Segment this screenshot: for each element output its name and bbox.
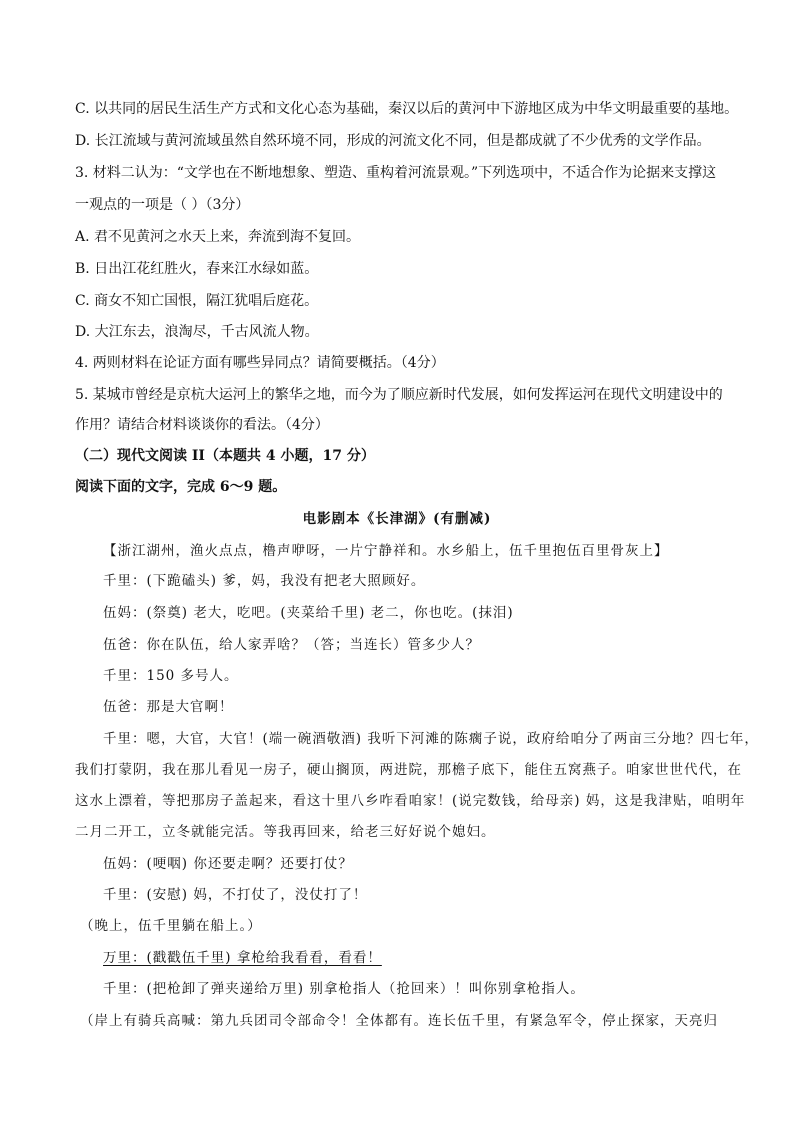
question-5-line-2: 作用？请结合材料谈谈你的看法。（4分） xyxy=(75,417,329,433)
dialogue-line: 千里：嗯，大官，大官！(端一碗酒敬酒) 我听下河滩的陈瘸子说，政府给咱分了两亩三分地？四七年， xyxy=(103,731,759,747)
question-3-line-1: 3. 材料二认为：“文学也在不断地想象、塑造、重构着河流景观。”下列选项中，不适合作为论据来支撑这 xyxy=(75,165,717,181)
q3-option-b: B. 日出江花红胜火，春来江水绿如蓝。 xyxy=(75,261,319,277)
q3-option-a: A. 君不见黄河之水天上来，奔流到海不复回。 xyxy=(75,229,361,245)
stage-direction: （晚上，伍千里躺在船上。） xyxy=(80,918,262,934)
dialogue-continuation: 我们打蒙阴，我在那儿看见一房子，硬山搁顶，两进院，那檐子底下，能住五窝燕子。咱家世世代代，在 xyxy=(75,762,742,778)
question-3-line-2: 一观点的一项是（ ）（3分） xyxy=(75,197,250,213)
dialogue-line: 伍爸：你在队伍，给人家弄啥？（答；当连长）管多少人？ xyxy=(103,637,480,653)
q3-option-c: C. 商女不知亡国恨，隔江犹唱后庭花。 xyxy=(75,293,319,309)
dialogue-line: 千里：(下跪磕头) 爹，妈，我没有把老大照顾好。 xyxy=(103,573,426,589)
reading-instruction: 阅读下面的文字，完成 6～9 题。 xyxy=(75,479,287,495)
option-c-line: C. 以共同的居民生活生产方式和文化心态为基础，秦汉以后的黄河中下游地区成为中华文明最重要的基地。 xyxy=(75,101,739,117)
dialogue-line: 千里：(安慰) 妈，不打仗了，没仗打了！ xyxy=(103,887,368,903)
section-heading: （二）现代文阅读 II（本题共 4 小题，17 分） xyxy=(75,448,375,464)
stage-direction: （岸上有骑兵高喊：第九兵团司令部命令！全体都有。连长伍千里，有紧急军令，停止探家，天亮归 xyxy=(80,1013,718,1029)
dialogue-line: 伍爸：那是大官啊！ xyxy=(103,699,234,715)
dialogue-line: 伍妈：(祭奠) 老大，吃吧。(夹菜给千里) 老二，你也吃。(抹泪) xyxy=(103,605,514,621)
question-5-line-1: 5. 某城市曾经是京杭大运河上的繁华之地，而今为了顺应新时代发展，如何发挥运河在现代文明建设中的 xyxy=(75,387,723,403)
dialogue-continuation: 二月二开工，立冬就能完活。等我再回来，给老三好好说个媳妇。 xyxy=(75,824,496,840)
stage-direction-opening: 【浙江湖州，渔火点点，橹声咿呀，一片宁静祥和。水乡船上，伍千里抱伍百里骨灰上】 xyxy=(103,543,669,559)
question-4: 4. 两则材料在论证方面有哪些异同点？请简要概括。（4分） xyxy=(75,355,445,371)
option-d-line: D. 长江流域与黄河流域虽然自然环境不同，形成的河流文化不同，但是都成就了不少优秀的文学作品。 xyxy=(75,133,711,149)
script-title: 电影剧本《长津湖》(有删减) xyxy=(302,511,492,527)
q3-option-d: D. 大江东去，浪淘尽，千古风流人物。 xyxy=(75,324,319,340)
underlined-dialogue-line: 万里：(戳戳伍千里) 拿枪给我看看，看看！ xyxy=(103,950,382,966)
dialogue-line: 千里：150 多号人。 xyxy=(103,668,239,684)
dialogue-continuation: 这水上漂着，等把那房子盖起来，看这十里八乡咋看咱家！(说完数钱，给母亲) 妈，这是我津贴，咱明年 xyxy=(75,793,746,809)
dialogue-line: 伍妈：(哽咽) 你还要走啊？还要打仗？ xyxy=(103,856,353,872)
dialogue-line: 千里：(把枪卸了弹夹递给万里) 别拿枪指人（抢回来）！叫你别拿枪指人。 xyxy=(103,981,585,997)
